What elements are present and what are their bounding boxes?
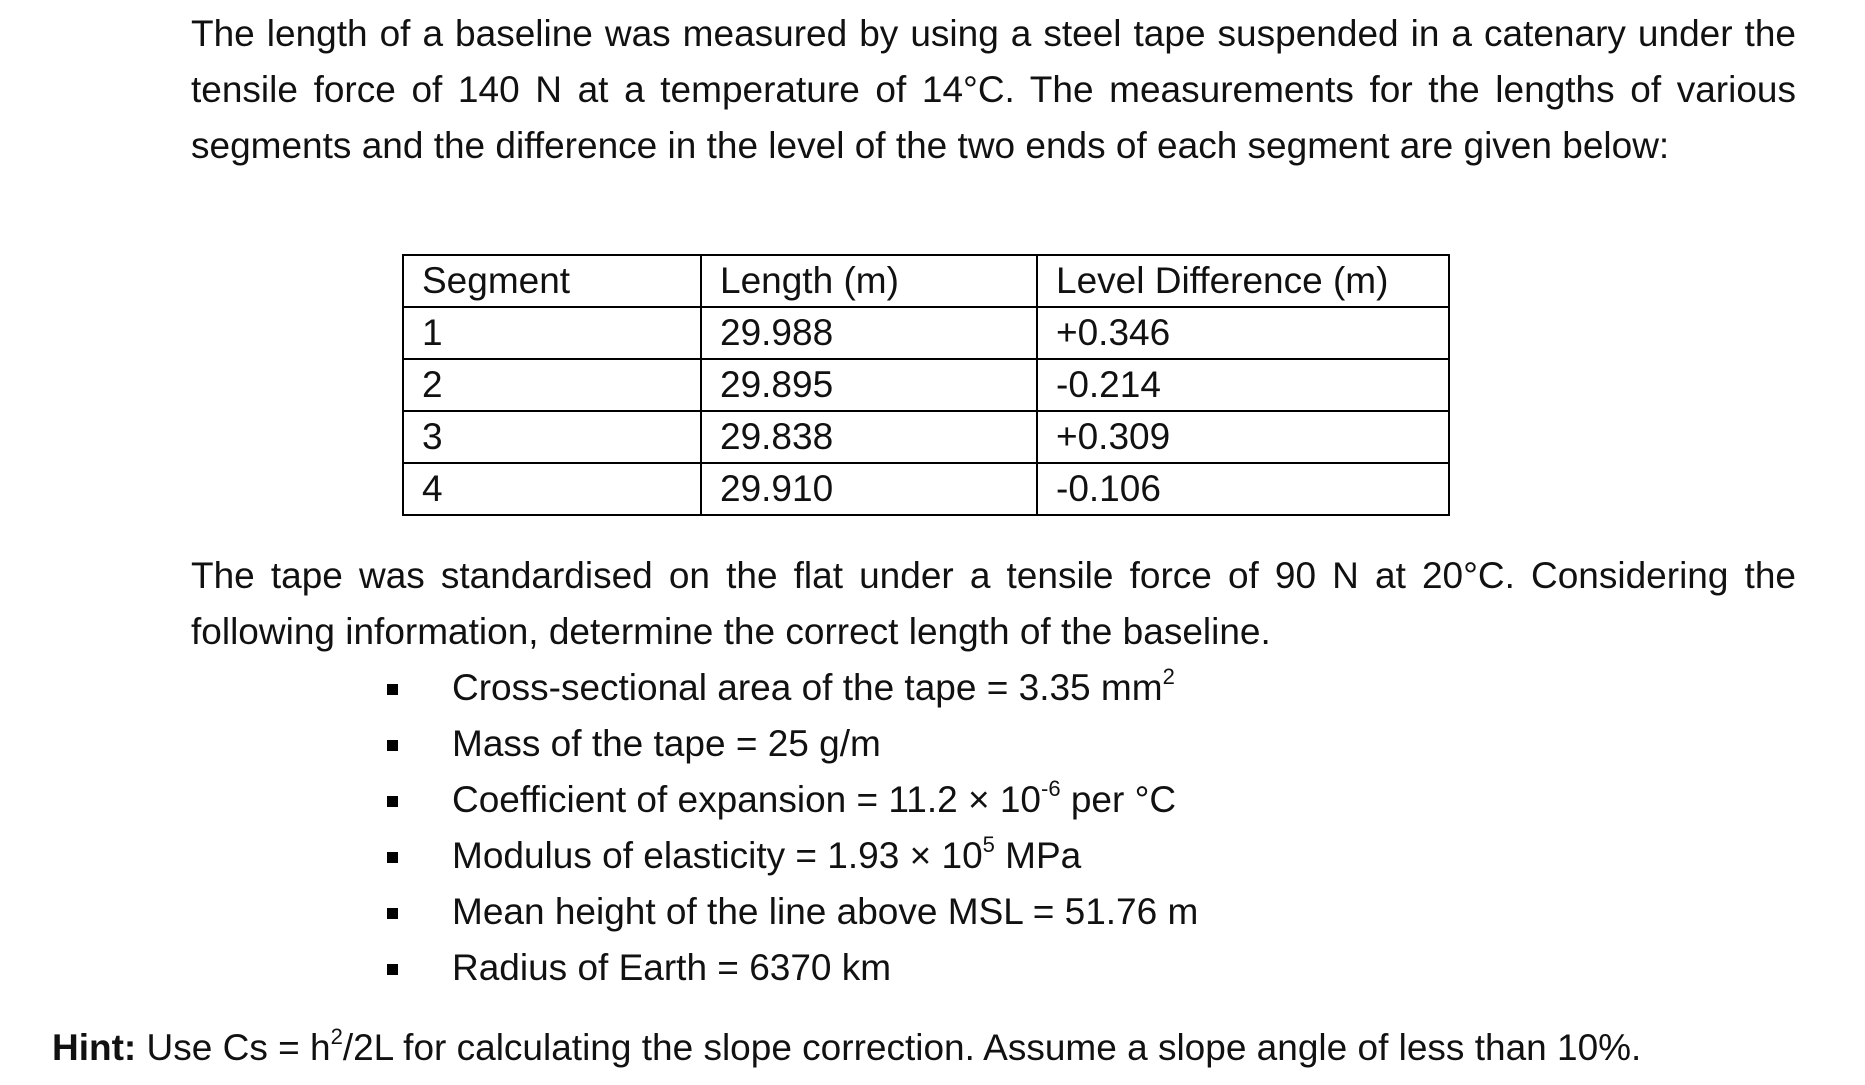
fact-text: Coefficient of expansion = 11.2 × 10 [452, 779, 1042, 820]
given-information-list [380, 660, 1198, 996]
standardisation-paragraph: The tape was standardised on the flat under a tensile force of 90 N at 20°C. Considering the following information, determine the correct length of the baseline. [191, 555, 1796, 652]
header-level-difference: Level Difference (m) [1037, 255, 1449, 307]
list-item [380, 828, 1198, 884]
cell-level-difference: +0.346 [1037, 307, 1449, 359]
fact-text: Mean height of the line above MSL = 51.76 m [452, 891, 1199, 932]
cell-length: 29.988 [701, 307, 1037, 359]
square-bullet-icon [387, 740, 398, 751]
table-row [403, 359, 1449, 411]
fact-superscript: 2 [1162, 664, 1175, 689]
cell-length: 29.895 [701, 359, 1037, 411]
fact-superscript: 5 [982, 832, 995, 857]
cell-length: 29.838 [701, 411, 1037, 463]
list-item [380, 716, 1198, 772]
fact-text: Modulus of elasticity = 1.93 × 10 [452, 835, 983, 876]
list-item [380, 940, 1198, 996]
hint-superscript: 2 [330, 1024, 343, 1049]
hint-line [52, 1020, 1641, 1076]
cell-segment: 1 [403, 307, 701, 359]
square-bullet-icon [387, 964, 398, 975]
hint-text-after: /2L for calculating the slope correction. Assume a slope angle of less than 10%. [342, 1027, 1642, 1068]
square-bullet-icon [387, 796, 398, 807]
fact-suffix: MPa [994, 835, 1082, 876]
intro-paragraph: The length of a baseline was measured by using a steel tape suspended in a catenary under the tensile force of 140 N at a temperature of 14°C. The measurements for the lengths of various segments and the difference in the level of the two ends of each segment are given below: [191, 13, 1796, 166]
header-segment: Segment [403, 255, 701, 307]
cell-segment: 2 [403, 359, 701, 411]
hint-label: Hint: [52, 1027, 137, 1068]
table-header-row [403, 255, 1449, 307]
list-item [380, 660, 1198, 716]
list-item [380, 884, 1198, 940]
hint-text-before: Use Cs = h [136, 1027, 331, 1068]
fact-text: Cross-sectional area of the tape = 3.35 mm [452, 667, 1163, 708]
list-item [380, 772, 1198, 828]
square-bullet-icon [387, 908, 398, 919]
cell-level-difference: +0.309 [1037, 411, 1449, 463]
cell-level-difference: -0.214 [1037, 359, 1449, 411]
cell-length: 29.910 [701, 463, 1037, 515]
segment-table [402, 254, 1450, 516]
fact-superscript: -6 [1041, 776, 1061, 801]
header-length: Length (m) [701, 255, 1037, 307]
fact-text: Mass of the tape = 25 g/m [452, 723, 881, 764]
table-row [403, 307, 1449, 359]
square-bullet-icon [387, 684, 398, 695]
fact-suffix: per °C [1060, 779, 1177, 820]
cell-level-difference: -0.106 [1037, 463, 1449, 515]
cell-segment: 4 [403, 463, 701, 515]
table-row [403, 411, 1449, 463]
table-row [403, 463, 1449, 515]
square-bullet-icon [387, 852, 398, 863]
fact-text: Radius of Earth = 6370 km [452, 947, 892, 988]
cell-segment: 3 [403, 411, 701, 463]
